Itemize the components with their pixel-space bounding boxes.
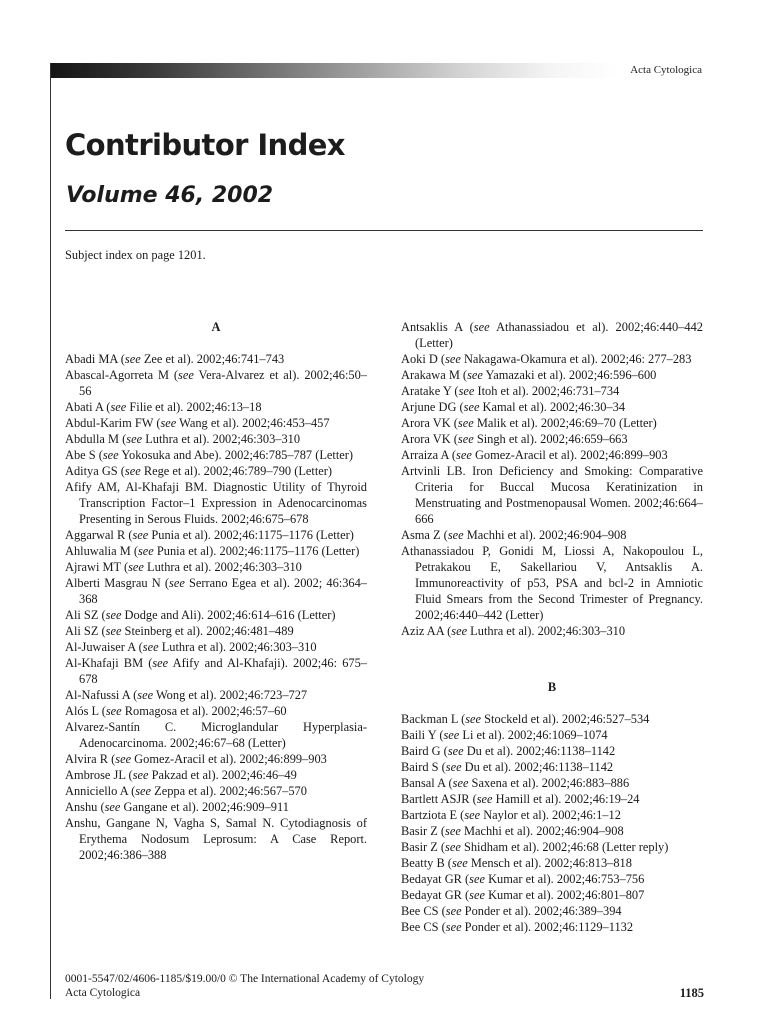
index-entry: Arora VK (see Malik et al). 2002;46:69–70 (Letter) bbox=[401, 416, 657, 430]
index-entry: Artvinli LB. Iron Deficiency and Smoking: Comparative Criteria for Buccal Mucosa Keratinization in Menstruating and Postmenopausal Women. 2002;46:664–666 bbox=[401, 464, 703, 526]
running-head: Acta Cytologica bbox=[630, 64, 702, 76]
index-entry: Abdulla M (see Luthra et al). 2002;46:303–310 bbox=[65, 432, 301, 446]
index-entry: Aziz AA (see Luthra et al). 2002;46:303–310 bbox=[401, 624, 626, 638]
index-entry: Baird S (see Du et al). 2002;46:1138–1142 bbox=[401, 760, 614, 774]
index-entry: Antsaklis A (see Athanassiadou et al). 2002;46:440–442 (Letter) bbox=[401, 320, 703, 350]
entry-list-b bbox=[401, 711, 703, 935]
index-entry: Bedayat GR (see Kumar et al). 2002;46:801–807 bbox=[401, 888, 645, 902]
copyright-line: 0001-5547/02/4606-1185/$19.00/0 © The International Academy of Cytology bbox=[65, 973, 425, 985]
index-entry: Ambrose JL (see Pakzad et al). 2002;46:46–49 bbox=[65, 768, 297, 782]
title-divider bbox=[65, 230, 703, 231]
section-heading-a: A bbox=[211, 320, 221, 334]
index-entry: Alvarez-Santín C. Microglandular Hyperplasia-Adenocarcinoma. 2002;46:67–68 (Letter) bbox=[65, 720, 367, 750]
index-entry: Al-Juwaiser A (see Luthra et al). 2002;46:303–310 bbox=[65, 640, 317, 654]
index-entry: Aratake Y (see Itoh et al). 2002;46:731–734 bbox=[401, 384, 620, 398]
index-entry: Bedayat GR (see Kumar et al). 2002;46:753–756 bbox=[401, 872, 645, 886]
index-entry: Aditya GS (see Rege et al). 2002;46:789–790 (Letter) bbox=[65, 464, 333, 478]
index-entry: Abe S (see Yokosuka and Abe). 2002;46:785–787 (Letter) bbox=[65, 448, 354, 462]
index-entry: Anniciello A (see Zeppa et al). 2002;46:567–570 bbox=[65, 784, 307, 798]
subject-index-note: Subject index on page 1201. bbox=[65, 248, 206, 262]
index-entry: Basir Z (see Machhi et al). 2002;46:904–908 bbox=[401, 824, 624, 838]
index-entry: Ali SZ (see Steinberg et al). 2002;46:481–489 bbox=[65, 624, 294, 638]
index-entry: Bee CS (see Ponder et al). 2002;46:389–394 bbox=[401, 904, 622, 918]
index-entry: Alós L (see Romagosa et al). 2002;46:57–60 bbox=[65, 704, 287, 718]
index-entry: Baili Y (see Li et al). 2002;46:1069–1074 bbox=[401, 728, 608, 742]
index-entry: Alvira R (see Gomez-Aracil et al). 2002;46:899–903 bbox=[65, 752, 327, 766]
index-entry: Ajrawi MT (see Luthra et al). 2002;46:303–310 bbox=[65, 560, 302, 574]
index-entry: Anshu, Gangane N, Vagha S, Samal N. Cytodiagnosis of Erythema Nodosum Leprosum: A Case Report. 2002;46:386–388 bbox=[65, 816, 367, 862]
volume-subtitle: Volume 46, 2002 bbox=[66, 183, 274, 208]
index-entry: Al-Nafussi A (see Wong et al). 2002;46:723–727 bbox=[65, 688, 308, 702]
page-number: 1185 bbox=[679, 986, 704, 1000]
index-column-right bbox=[401, 319, 703, 935]
index-entry: Baird G (see Du et al). 2002;46:1138–1142 bbox=[401, 744, 616, 758]
left-margin-rule bbox=[50, 63, 51, 999]
index-entry: Ahluwalia M (see Punia et al). 2002;46:1175–1176 (Letter) bbox=[65, 544, 360, 558]
index-entry: Aggarwal R (see Punia et al). 2002;46:1175–1176 (Letter) bbox=[65, 528, 354, 542]
index-entry: Bartziota E (see Naylor et al). 2002;46:1–12 bbox=[401, 808, 621, 822]
index-entry: Abati A (see Filie et al). 2002;46:13–18 bbox=[65, 400, 262, 414]
index-entry: Aoki D (see Nakagawa-Okamura et al). 2002;46: 277–283 bbox=[401, 352, 692, 366]
index-entry: Alberti Masgrau N (see Serrano Egea et al). 2002; 46:364–368 bbox=[65, 576, 367, 606]
section-heading-b: B bbox=[547, 680, 557, 694]
index-entry: Arora VK (see Singh et al). 2002;46:659–663 bbox=[401, 432, 628, 446]
index-entry: Bansal A (see Saxena et al). 2002;46:883–886 bbox=[401, 776, 630, 790]
index-entry: Anshu (see Gangane et al). 2002;46:909–911 bbox=[65, 800, 289, 814]
index-entry: Arraiza A (see Gomez-Aracil et al). 2002;46:899–903 bbox=[401, 448, 668, 462]
entry-list-a-continued bbox=[401, 319, 703, 639]
index-entry: Athanassiadou P, Gonidi M, Liossi A, Nakopoulou L, Petrakakou E, Sakellariou V, Antsaklis A. Immunoreactivity of p53, PSA and bcl-2 in Amniotic Fluid Smears from the Second Trimester of Pregnancy. 2002;46:440–442 (Letter) bbox=[401, 544, 703, 622]
index-entry: Abascal-Agorreta M (see Vera-Alvarez et al). 2002;46:50–56 bbox=[65, 368, 367, 398]
index-entry: Beatty B (see Mensch et al). 2002;46:813–818 bbox=[401, 856, 632, 870]
index-entry: Basir Z (see Shidham et al). 2002;46:68 (Letter reply) bbox=[401, 840, 669, 854]
index-entry: Arakawa M (see Yamazaki et al). 2002;46:596–600 bbox=[401, 368, 657, 382]
index-entry: Arjune DG (see Kamal et al). 2002;46:30–34 bbox=[401, 400, 626, 414]
header-gradient-bar bbox=[50, 63, 618, 78]
index-entry: Abdul-Karim FW (see Wang et al). 2002;46:453–457 bbox=[65, 416, 330, 430]
index-column-left bbox=[65, 319, 367, 863]
index-entry: Afify AM, Al-Khafaji BM. Diagnostic Utility of Thyroid Transcription Factor–1 Expression in Adenocarcinomas Presenting in Serous Fluids. 2002;46:675–678 bbox=[65, 480, 367, 526]
index-entry: Asma Z (see Machhi et al). 2002;46:904–908 bbox=[401, 528, 627, 542]
index-entry: Ali SZ (see Dodge and Ali). 2002;46:614–616 (Letter) bbox=[65, 608, 336, 622]
index-entry: Backman L (see Stockeld et al). 2002;46:527–534 bbox=[401, 712, 650, 726]
footer-journal-name: Acta Cytologica bbox=[65, 987, 141, 999]
entry-list-a bbox=[65, 351, 367, 863]
index-entry: Bartlett ASJR (see Hamill et al). 2002;46:19–24 bbox=[401, 792, 640, 806]
index-entry: Abadi MA (see Zee et al). 2002;46:741–743 bbox=[65, 352, 285, 366]
index-entry: Bee CS (see Ponder et al). 2002;46:1129–1132 bbox=[401, 920, 634, 934]
index-entry: Al-Khafaji BM (see Afify and Al-Khafaji). 2002;46: 675–678 bbox=[65, 656, 367, 686]
page-title: Contributor Index bbox=[65, 128, 345, 162]
